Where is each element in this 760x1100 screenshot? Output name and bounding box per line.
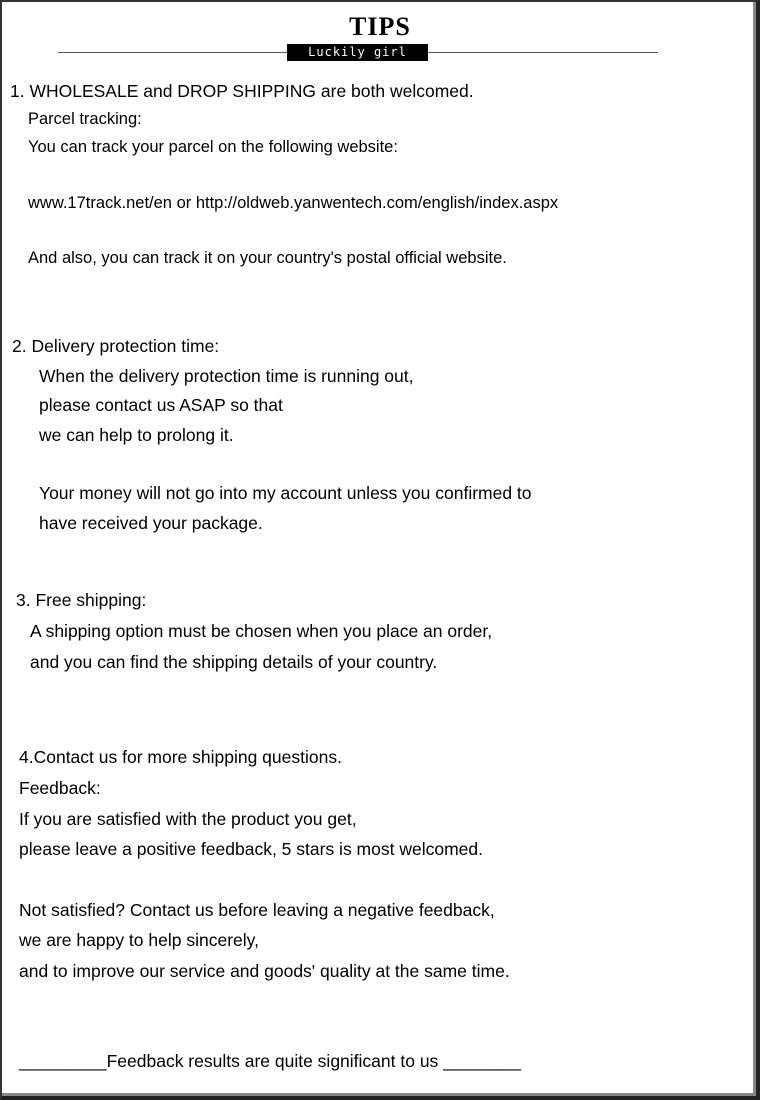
- title-rule-right: [428, 52, 658, 53]
- section2-line: we can help to prolong it.: [39, 425, 234, 445]
- not-satisfied-line: Not satisfied? Contact us before leaving a negative feedback,: [19, 900, 495, 920]
- section3-line: and you can find the shipping details of your country.: [30, 652, 438, 672]
- feedback-label: Feedback:: [19, 778, 101, 798]
- section2-heading: 2. Delivery protection time:: [12, 336, 220, 356]
- not-satisfied-line: we are happy to help sincerely,: [19, 930, 259, 950]
- parcel-tracking-label: Parcel tracking:: [28, 110, 142, 128]
- tracking-links: www.17track.net/en or http://oldweb.yanwentech.com/english/index.aspx: [28, 194, 559, 212]
- track-instructions: You can track your parcel on the following website:: [28, 138, 398, 156]
- section3-heading: 3. Free shipping:: [16, 590, 147, 610]
- subtitle-badge: Luckily girl: [287, 44, 428, 61]
- money-note-line: Your money will not go into my account unless you confirmed to: [39, 483, 532, 503]
- section4-heading: 4.Contact us for more shipping questions.: [19, 747, 342, 767]
- section2-line: When the delivery protection time is running out,: [39, 366, 414, 386]
- section2-line: please contact us ASAP so that: [39, 395, 283, 415]
- feedback-line: If you are satisfied with the product you get,: [19, 809, 357, 829]
- footer-note: _________Feedback results are quite significant to us ________: [19, 1051, 522, 1071]
- not-satisfied-line: and to improve our service and goods' quality at the same time.: [19, 961, 510, 981]
- postal-website-note: And also, you can track it on your country's postal official website.: [28, 249, 507, 267]
- section1-heading: 1. WHOLESALE and DROP SHIPPING are both welcomed.: [10, 81, 474, 101]
- feedback-line: please leave a positive feedback, 5 stars is most welcomed.: [19, 839, 483, 859]
- title-rule-left: [58, 52, 288, 53]
- page-title: TIPS: [349, 12, 411, 41]
- section3-line: A shipping option must be chosen when you place an order,: [30, 621, 493, 641]
- money-note-line: have received your package.: [39, 513, 263, 533]
